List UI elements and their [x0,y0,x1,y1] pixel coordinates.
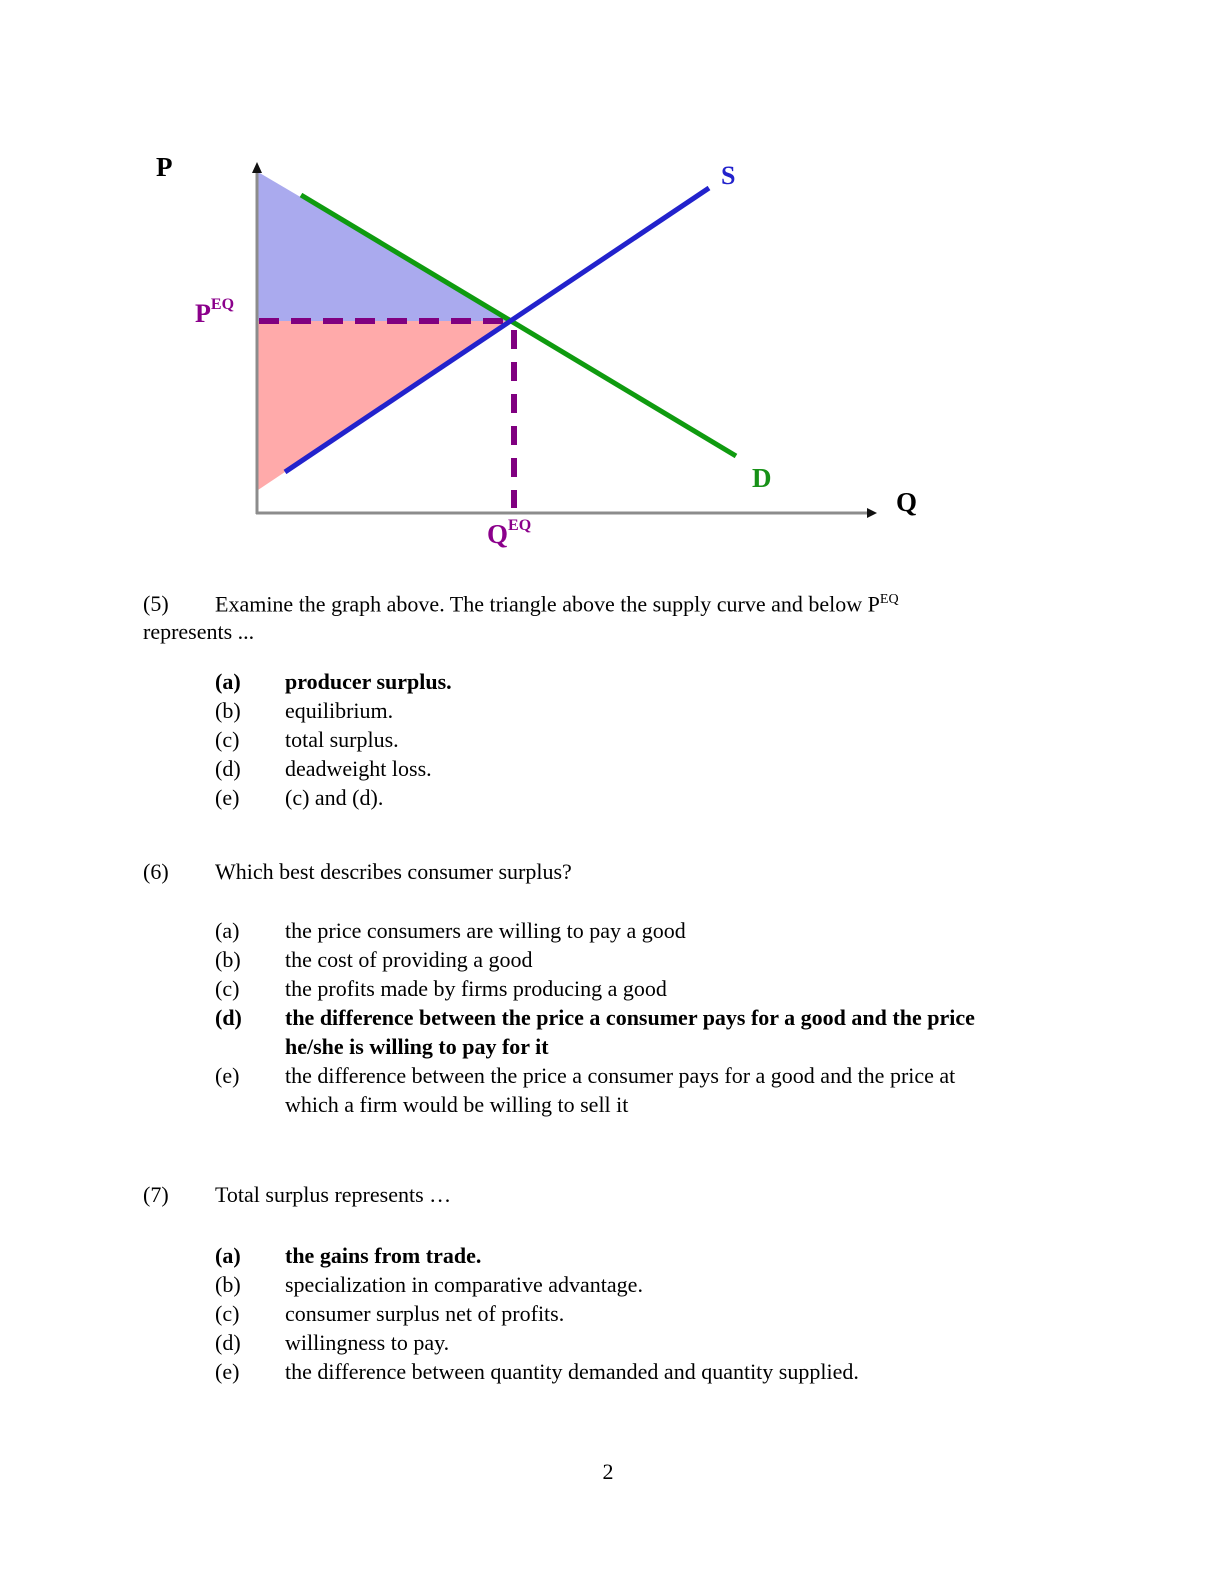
option-text: specialization in comparative advantage. [285,1272,643,1297]
demand-label: D [752,463,772,493]
option-letter: (c) [215,727,240,752]
option-letter: (d) [215,1330,241,1355]
question-6-text: Which best describes consumer surplus? [215,859,572,884]
option-text: (c) and (d). [285,785,384,810]
option-letter: (e) [215,1063,240,1088]
option-text: the cost of providing a good [285,947,533,972]
option-row-5e [215,783,1115,812]
option-text: total surplus. [285,727,399,752]
option-letter: (e) [215,1359,240,1384]
option-text: consumer surplus net of profits. [285,1301,565,1326]
option-text: deadweight loss. [285,756,432,781]
price-axis-arrow [252,162,262,173]
question-5-number: (5) [143,591,169,617]
option-letter: (b) [215,698,241,723]
qeq-label: $Q^{EQ}$ [487,517,532,549]
option-letter: (a) [215,669,241,694]
page-number: 2 [602,1459,614,1484]
option-text: the difference between quantity demanded and quantity supplied. [285,1359,859,1384]
option-letter: (c) [215,976,240,1001]
option-letter: (a) [215,1243,241,1268]
question-6 [143,858,1153,886]
option-text: he/she is willing to pay for it [285,1034,549,1059]
option-row-7b [215,1270,1115,1299]
question-7-text: Total surplus represents … [215,1182,452,1207]
option-row-6c [215,974,1115,1003]
question-5 [143,586,1153,646]
question-7-number: (7) [143,1182,169,1207]
option-row-5b [215,696,1115,725]
option-letter: (b) [215,947,241,972]
question-7-line1 [143,1181,1153,1209]
supply-label: S [721,161,736,190]
option-letter: (c) [215,1301,240,1326]
option-row-7e [215,1357,1115,1386]
question-6-line1 [143,858,1153,886]
question-5-line1 [143,586,1153,618]
peq-label: $P^{EQ}$ [195,296,235,328]
supply-demand-graph [130,140,940,570]
option-row-6a [215,916,1115,945]
question-7 [143,1181,1153,1209]
option-row-7a [215,1241,1115,1270]
option-letter: (b) [215,1272,241,1297]
option-row-6b [215,945,1115,974]
option-letter: (d) [215,756,241,781]
q-axis-label: Q [896,487,918,517]
option-text: the price consumers are willing to pay a good [285,918,686,943]
option-text: the difference between the price a consumer pays for a good and the price [285,1005,975,1030]
option-letter: (a) [215,918,240,943]
question-5-options [215,667,1115,812]
option-text: willingness to pay. [285,1330,450,1355]
option-text: the difference between the price a consumer pays for a good and the price at [285,1063,956,1088]
option-text: equilibrium. [285,698,394,723]
option-row-5c [215,725,1115,754]
option-row-6d [215,1003,1115,1061]
question-6-options [215,916,1115,1119]
question-6-number: (6) [143,859,169,884]
quantity-axis-arrow [867,508,877,518]
question-7-options [215,1241,1115,1386]
option-text: producer surplus. [285,669,452,694]
option-row-7c [215,1299,1115,1328]
option-text: which a firm would be willing to sell it [285,1092,629,1117]
option-text: the gains from trade. [285,1243,482,1268]
option-row-7d [215,1328,1115,1357]
option-letter: (e) [215,785,240,810]
question-5-superscript: EQ [879,592,899,607]
option-row-5a [215,667,1115,696]
question-5-line2: represents ... [143,619,255,645]
option-text: the profits made by firms producing a good [285,976,667,1001]
option-letter: (d) [215,1005,242,1030]
p-axis-label: P [156,152,173,182]
question-5-text: Examine the graph above. The triangle above the supply curve and below P [215,591,880,617]
option-row-5d [215,754,1115,783]
option-row-6e [215,1061,1115,1119]
